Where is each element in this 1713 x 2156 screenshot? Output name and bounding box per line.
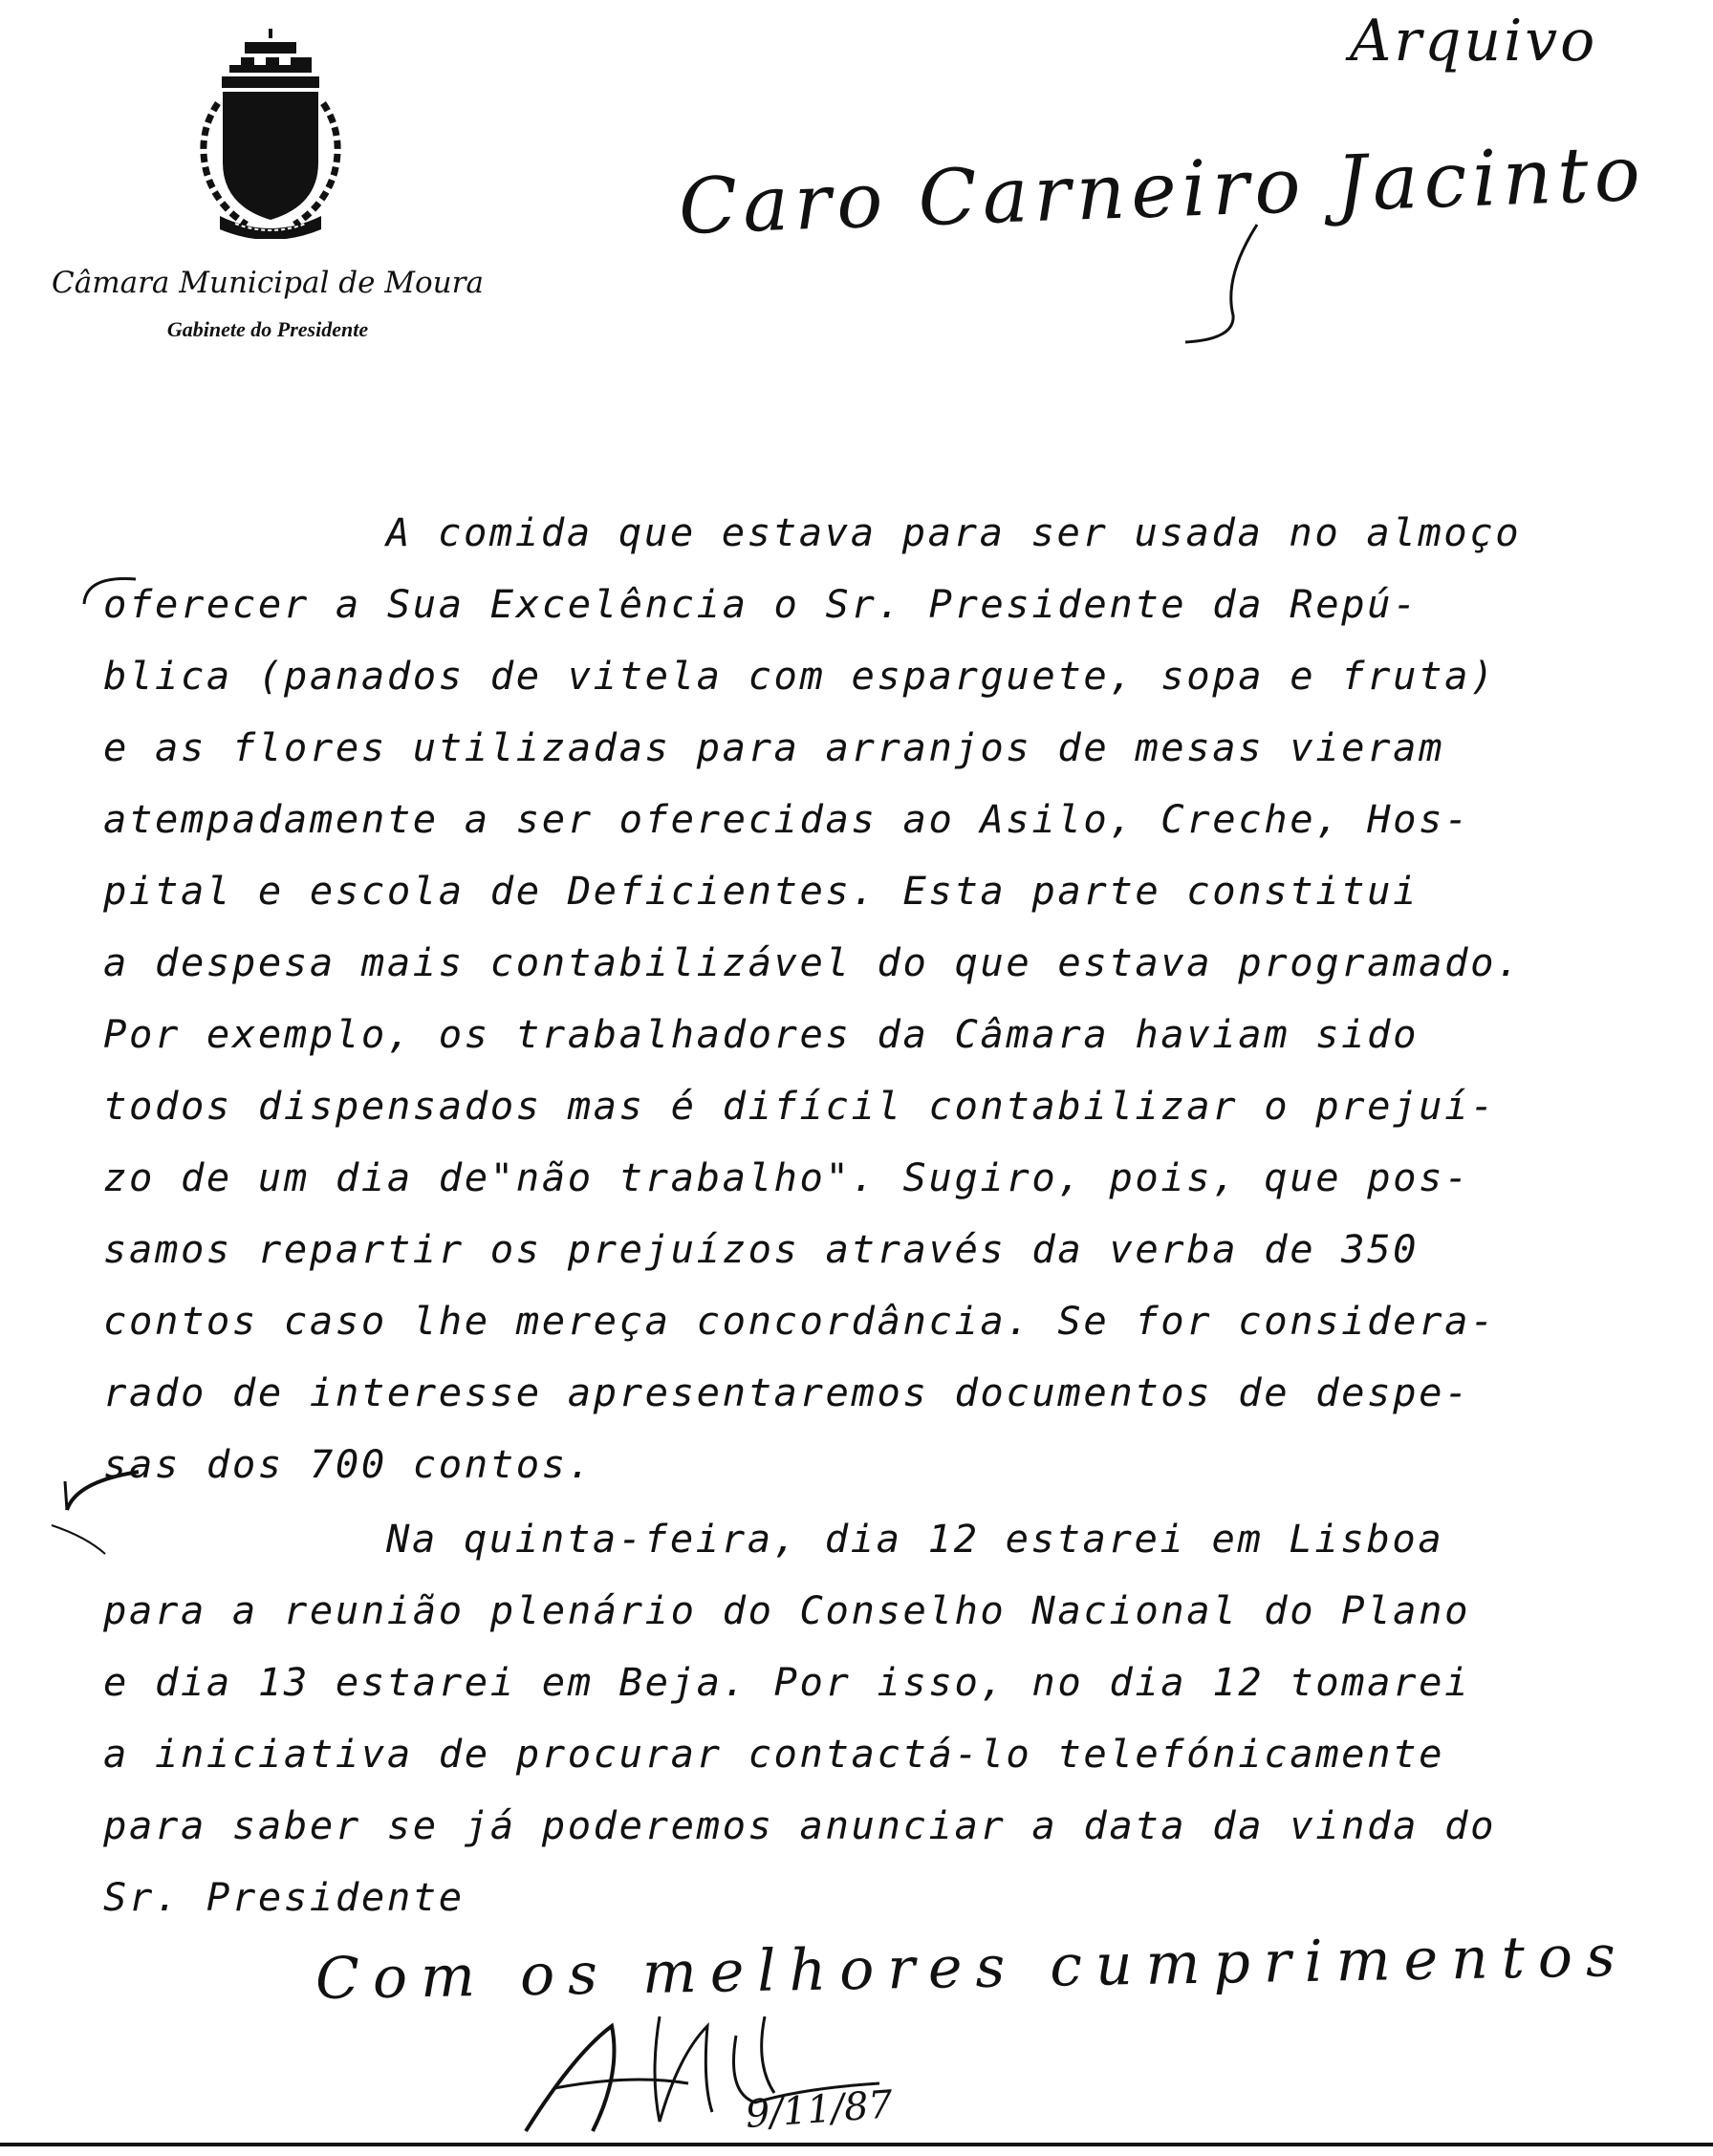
body-line: Sr. Presidente: [103, 1874, 465, 1920]
body-line: Na quinta-feira, dia 12 estarei em Lisboa: [386, 1516, 1444, 1562]
org-department: Gabinete do Presidente: [166, 317, 369, 341]
body-line: pital e escola de Deficientes. Esta parte constitui: [103, 868, 1420, 914]
body-line: a despesa mais contabilizável do que estava programado.: [103, 939, 1523, 985]
body-line: rado de interesse apresentaremos documentos de despe-: [103, 1369, 1471, 1415]
body-line: blica (panados de vitela com esparguete, sopa e fruta): [103, 653, 1497, 699]
body-line: sas dos 700 contos.: [103, 1441, 594, 1487]
body-line: A comida que estava para ser usada no almoço: [386, 509, 1522, 555]
body-line: para saber se já poderemos anunciar a data da vinda do: [103, 1802, 1497, 1848]
bottom-rule: [0, 2143, 1713, 2146]
salutation-flourish: [1166, 220, 1281, 344]
body-line: oferecer a Sua Excelência o Sr. Presidente da Repú-: [103, 581, 1420, 627]
body-line: atempadamente a ser oferecidas ao Asilo, Creche, Hos-: [103, 796, 1471, 842]
municipal-crest-icon: [180, 29, 361, 239]
archive-annotation: Arquivo: [1350, 8, 1598, 75]
body-line: todos dispensados mas é difícil contabilizar o prejuí-: [103, 1083, 1497, 1129]
closing-phrase: Com os melhores cumprimentos: [314, 1923, 1630, 2013]
salutation: Caro Carneiro Jacinto: [677, 128, 1648, 251]
body-line: para a reunião plenário do Conselho Nacional do Plano: [103, 1587, 1471, 1633]
body-line: a iniciativa de procurar contactá-lo telefónicamente: [103, 1731, 1445, 1777]
body-line: samos repartir os prejuízos através da verba de 350: [103, 1226, 1420, 1272]
signature-date: 9/11/87: [744, 2082, 895, 2137]
org-name: Câmara Municipal de Moura: [52, 266, 484, 300]
body-line: zo de um dia de"não trabalho". Sugiro, pois, que pos-: [103, 1154, 1471, 1200]
body-line: contos caso lhe mereça concordância. Se for considera-: [103, 1298, 1497, 1344]
letter-body: [103, 497, 1671, 1933]
body-line: Por exemplo, os trabalhadores da Câmara haviam sido: [103, 1011, 1420, 1057]
body-line: e dia 13 estarei em Beja. Por isso, no dia 12 tomarei: [103, 1659, 1471, 1705]
body-line: e as flores utilizadas para arranjos de mesas vieram: [103, 724, 1445, 770]
